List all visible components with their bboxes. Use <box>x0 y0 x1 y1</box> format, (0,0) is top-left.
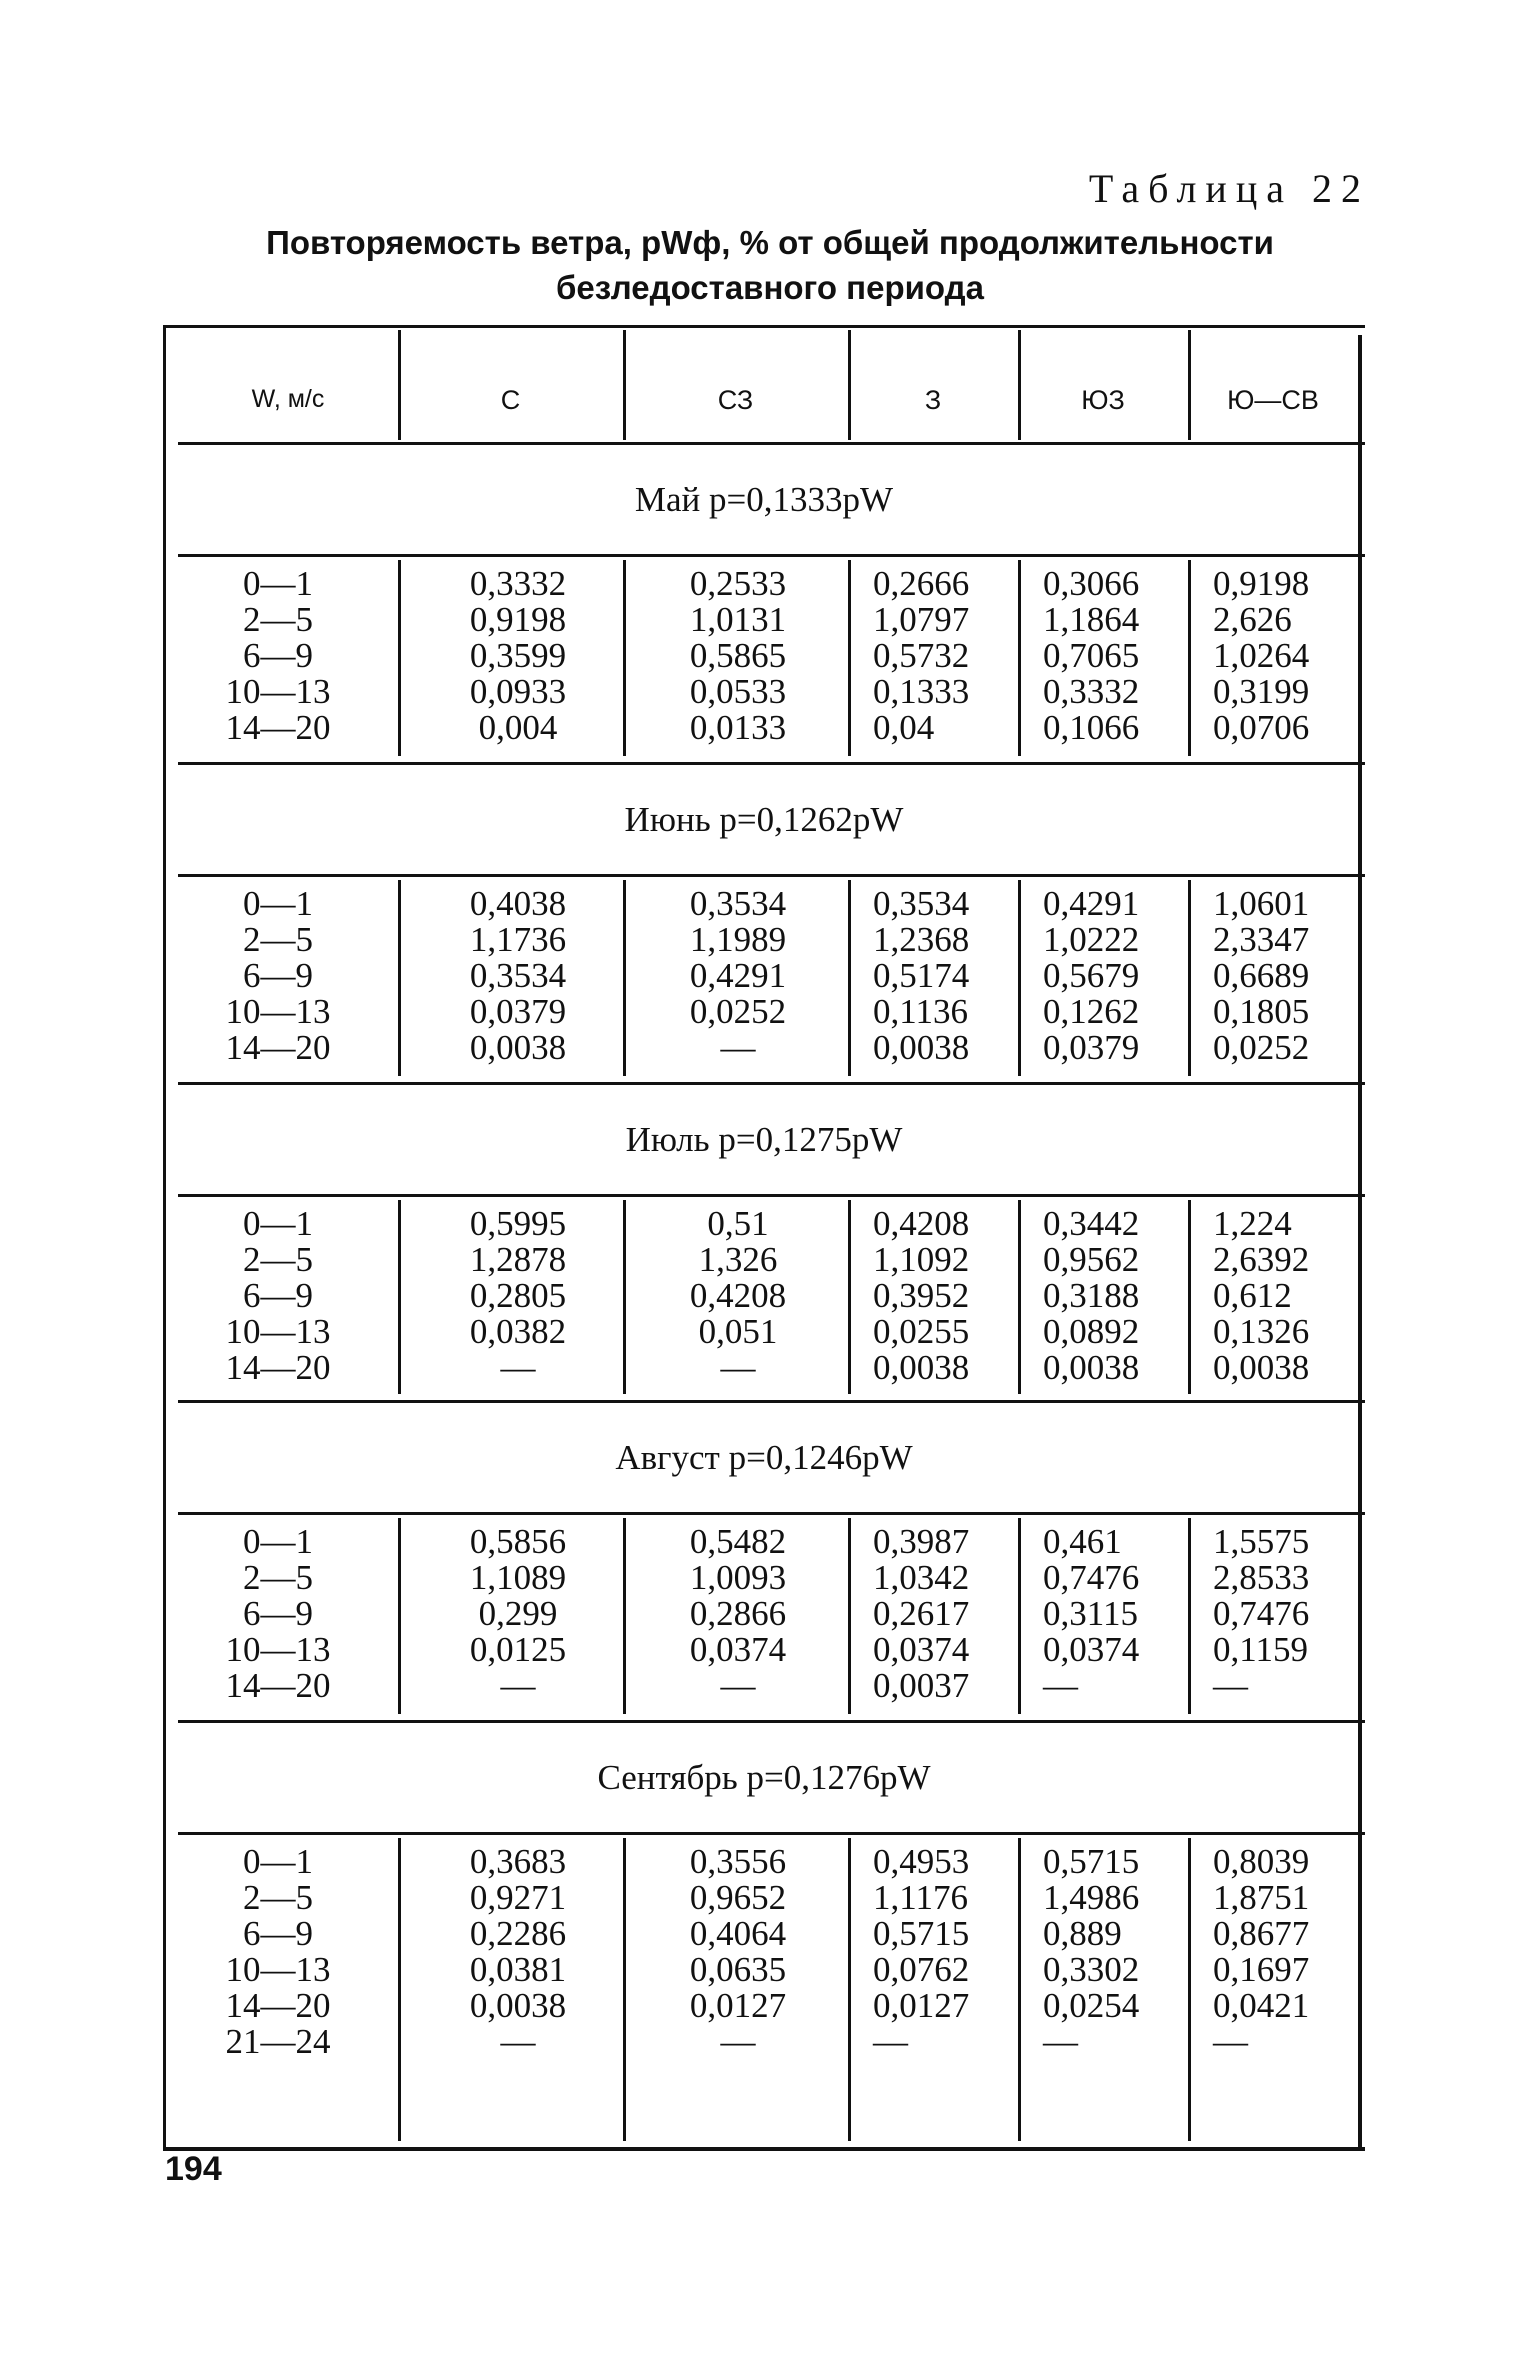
column-separator <box>398 880 401 1076</box>
west-cell: 0,5174 <box>873 956 970 995</box>
northwest-cell: 0,3534 <box>689 884 787 923</box>
south-northeast-cell: 0,6689 <box>1213 956 1310 995</box>
table-column <box>1213 1844 1353 2060</box>
north-cell: 0,0038 <box>469 1986 567 2025</box>
column-separator <box>1018 1838 1021 2141</box>
west-cell: 1,1176 <box>873 1878 968 1917</box>
north-cell: 1,1089 <box>469 1558 567 1597</box>
west-cell: 1,0797 <box>873 600 970 639</box>
west-cell: 1,0342 <box>873 1558 970 1597</box>
wind-speed-cell: 10—13 <box>225 672 331 711</box>
wind-speed-cell: 2—5 <box>243 920 313 959</box>
table-caption <box>240 220 1300 310</box>
column-separator <box>398 1200 401 1394</box>
south-northeast-cell: 1,8751 <box>1213 1878 1310 1917</box>
column-separator <box>1188 560 1191 756</box>
northwest-cell: 0,0252 <box>689 992 787 1031</box>
south-northeast-cell: 0,1326 <box>1213 1312 1310 1351</box>
wind-speed-cell: 6—9 <box>243 956 313 995</box>
southwest-cell: 0,3332 <box>1043 672 1140 711</box>
section-body-rule <box>178 874 1365 877</box>
column-separator <box>398 1838 401 2141</box>
table-number: Таблица 22 <box>1088 166 1370 211</box>
wind-speed-cell: 14—20 <box>225 1028 331 1067</box>
table-column <box>663 566 813 746</box>
page-number: 194 <box>165 2150 222 2188</box>
northwest-cell: 0,051 <box>698 1312 778 1351</box>
south-northeast-cell: 0,1159 <box>1213 1630 1308 1669</box>
southwest-cell: 0,1262 <box>1043 992 1140 1031</box>
northwest-cell: 0,0374 <box>689 1630 787 1669</box>
table-column <box>178 1206 378 1386</box>
west-cell: 1,2368 <box>873 920 970 959</box>
southwest-cell: 0,0038 <box>1043 1348 1140 1387</box>
south-northeast-cell: 1,0264 <box>1213 636 1310 675</box>
column-separator <box>1018 1200 1021 1394</box>
section-label: Сентябрь p=0,1276pW <box>597 1758 931 1797</box>
wind-speed-cell: 2—5 <box>243 1240 313 1279</box>
table-column <box>443 1844 593 2060</box>
north-cell: — <box>500 2022 536 2061</box>
column-separator <box>848 880 851 1076</box>
table-column <box>1213 566 1353 746</box>
table-column <box>1043 886 1183 1066</box>
north-cell: 0,2805 <box>469 1276 567 1315</box>
southwest-cell: 0,3302 <box>1043 1950 1140 1989</box>
southwest-cell: 0,0892 <box>1043 1312 1140 1351</box>
wind-speed-cell: 10—13 <box>225 1630 331 1669</box>
northwest-cell: — <box>720 2022 756 2061</box>
table-column <box>178 886 378 1066</box>
table-column <box>1043 1844 1183 2060</box>
southwest-cell: 0,889 <box>1043 1914 1122 1953</box>
north-cell: 0,004 <box>478 708 558 747</box>
west-cell: 0,3987 <box>873 1522 970 1561</box>
northwest-cell: 0,5865 <box>689 636 787 675</box>
section-label: Июль p=0,1275pW <box>625 1120 903 1159</box>
wind-speed-cell: 0—1 <box>243 884 313 923</box>
south-northeast-cell: — <box>1213 1666 1248 1705</box>
south-northeast-cell: 0,612 <box>1213 1276 1292 1315</box>
west-cell: 0,5732 <box>873 636 970 675</box>
north-cell: 0,4038 <box>469 884 567 923</box>
southwest-cell: 0,5715 <box>1043 1842 1140 1881</box>
wind-speed-cell: 10—13 <box>225 1312 331 1351</box>
column-separator <box>623 1518 626 1714</box>
wind-speed-cell: 0—1 <box>243 1842 313 1881</box>
wind-speed-cell: 0—1 <box>243 1204 313 1243</box>
column-separator <box>623 560 626 756</box>
column-separator <box>1018 880 1021 1076</box>
north-cell: 0,5995 <box>469 1204 567 1243</box>
table-right-border <box>1358 335 1362 2150</box>
table-column <box>663 1206 813 1386</box>
northwest-cell: 1,1989 <box>689 920 787 959</box>
table-column <box>873 566 1013 746</box>
northwest-cell: 0,0533 <box>689 672 787 711</box>
north-cell: 0,299 <box>478 1594 558 1633</box>
south-northeast-cell: 2,6392 <box>1213 1240 1310 1279</box>
header-southwest: ЮЗ <box>1081 385 1125 415</box>
section-body-rule <box>178 1194 1365 1197</box>
header-northwest: СЗ <box>717 385 754 415</box>
north-cell: 0,3332 <box>469 564 567 603</box>
southwest-cell: — <box>1043 2022 1078 2061</box>
table-column <box>1043 1206 1183 1386</box>
north-cell: 0,0381 <box>469 1950 567 1989</box>
south-northeast-cell: — <box>1213 2022 1248 2061</box>
column-separator <box>398 560 401 756</box>
north-cell: 0,3534 <box>469 956 567 995</box>
north-cell: 0,0125 <box>469 1630 567 1669</box>
wind-speed-cell: 14—20 <box>225 1348 331 1387</box>
section-divider-rule <box>178 762 1365 765</box>
west-cell: 0,0255 <box>873 1312 970 1351</box>
caption-line-2: безледоставного периода <box>556 269 984 306</box>
section-divider-rule <box>178 1082 1365 1085</box>
west-cell: 0,2617 <box>873 1594 970 1633</box>
west-cell: 0,04 <box>873 708 935 747</box>
section-body-rule <box>178 554 1365 557</box>
north-cell: 0,0038 <box>469 1028 567 1067</box>
north-cell: 0,2286 <box>469 1914 567 1953</box>
northwest-cell: 1,0131 <box>689 600 787 639</box>
north-cell: 1,2878 <box>469 1240 567 1279</box>
northwest-cell: 0,0127 <box>689 1986 787 2025</box>
southwest-cell: — <box>1043 1666 1078 1705</box>
section-body-rule <box>178 1832 1365 1835</box>
south-northeast-cell: 0,0038 <box>1213 1348 1310 1387</box>
southwest-cell: 0,9562 <box>1043 1240 1140 1279</box>
wind-speed-cell: 2—5 <box>243 1878 313 1917</box>
table-column <box>873 886 1013 1066</box>
section-label: Июнь p=0,1262pW <box>624 800 904 839</box>
west-cell: 0,4208 <box>873 1204 970 1243</box>
table-column <box>1043 566 1183 746</box>
column-separator <box>623 880 626 1076</box>
table-header-row <box>163 325 1365 442</box>
south-northeast-cell: 0,8677 <box>1213 1914 1310 1953</box>
table-column <box>873 1524 1013 1704</box>
wind-speed-cell: 6—9 <box>243 1276 313 1315</box>
wind-speed-cell: 0—1 <box>243 1522 313 1561</box>
north-cell: 1,1736 <box>469 920 567 959</box>
section-label: Август p=0,1246pW <box>615 1438 913 1477</box>
north-cell: — <box>500 1666 536 1705</box>
west-cell: 0,2666 <box>873 564 970 603</box>
caption-line-1: Повторяемость ветра, pWф, % от общей продолжительности <box>266 224 1274 261</box>
table-column <box>443 1206 593 1386</box>
header-column-separator <box>623 330 626 440</box>
column-separator <box>1188 1518 1191 1714</box>
southwest-cell: 0,3115 <box>1043 1594 1138 1633</box>
southwest-cell: 1,1864 <box>1043 600 1140 639</box>
northwest-cell: 0,3556 <box>689 1842 787 1881</box>
southwest-cell: 0,3066 <box>1043 564 1140 603</box>
column-separator <box>848 1838 851 2141</box>
south-northeast-cell: 2,8533 <box>1213 1558 1310 1597</box>
south-northeast-cell: 0,8039 <box>1213 1842 1310 1881</box>
wind-speed-cell: 21—24 <box>225 2022 331 2061</box>
south-northeast-cell: 2,3347 <box>1213 920 1310 959</box>
header-column-separator <box>1018 330 1021 440</box>
table-column <box>443 566 593 746</box>
northwest-cell: — <box>720 1028 756 1067</box>
south-northeast-cell: 0,1697 <box>1213 1950 1310 1989</box>
south-northeast-cell: 0,9198 <box>1213 564 1310 603</box>
table-column <box>1213 1524 1353 1704</box>
column-separator <box>623 1200 626 1394</box>
southwest-cell: 1,0222 <box>1043 920 1140 959</box>
wind-frequency-table <box>163 325 1365 2150</box>
section-body-rule <box>178 1512 1365 1515</box>
table-column <box>663 886 813 1066</box>
northwest-cell: 0,2866 <box>689 1594 787 1633</box>
header-north: С <box>500 385 521 415</box>
southwest-cell: 0,7476 <box>1043 1558 1140 1597</box>
wind-speed-cell: 2—5 <box>243 1558 313 1597</box>
north-cell: 0,5856 <box>469 1522 567 1561</box>
northwest-cell: 0,0635 <box>689 1950 787 1989</box>
table-column <box>443 886 593 1066</box>
column-separator <box>1018 1518 1021 1714</box>
wind-speed-cell: 6—9 <box>243 636 313 675</box>
southwest-cell: 0,4291 <box>1043 884 1140 923</box>
wind-speed-cell: 6—9 <box>243 1914 313 1953</box>
column-separator <box>1188 880 1191 1076</box>
northwest-cell: 0,0133 <box>689 708 787 747</box>
north-cell: 0,9271 <box>469 1878 567 1917</box>
column-separator <box>1188 1838 1191 2141</box>
southwest-cell: 1,4986 <box>1043 1878 1140 1917</box>
south-northeast-cell: 0,1805 <box>1213 992 1310 1031</box>
table-column <box>663 1844 813 2060</box>
northwest-cell: 1,326 <box>698 1240 778 1279</box>
north-cell: 0,0379 <box>469 992 567 1031</box>
northwest-cell: 0,2533 <box>689 564 787 603</box>
north-cell: — <box>500 1348 536 1387</box>
column-separator <box>848 1518 851 1714</box>
northwest-cell: 0,4064 <box>689 1914 787 1953</box>
south-northeast-cell: 0,7476 <box>1213 1594 1310 1633</box>
header-wind-speed: W, м/с <box>251 385 325 413</box>
west-cell: — <box>873 2022 908 2061</box>
wind-speed-cell: 14—20 <box>225 708 331 747</box>
section-divider-rule <box>178 1720 1365 1723</box>
table-bottom-rule <box>163 2147 1365 2151</box>
south-northeast-cell: 0,3199 <box>1213 672 1310 711</box>
wind-speed-cell: 10—13 <box>225 992 331 1031</box>
southwest-cell: 0,1066 <box>1043 708 1140 747</box>
northwest-cell: 1,0093 <box>689 1558 787 1597</box>
northwest-cell: 0,4208 <box>689 1276 787 1315</box>
west-cell: 0,0037 <box>873 1666 970 1705</box>
northwest-cell: — <box>720 1666 756 1705</box>
header-west: З <box>924 385 942 415</box>
south-northeast-cell: 2,626 <box>1213 600 1292 639</box>
northwest-cell: 0,4291 <box>689 956 787 995</box>
west-cell: 0,0038 <box>873 1348 970 1387</box>
column-separator <box>398 1518 401 1714</box>
south-northeast-cell: 1,0601 <box>1213 884 1310 923</box>
west-cell: 0,4953 <box>873 1842 970 1881</box>
south-northeast-cell: 0,0706 <box>1213 708 1310 747</box>
west-cell: 0,0374 <box>873 1630 970 1669</box>
table-left-border <box>163 325 166 2150</box>
table-column <box>1213 1206 1353 1386</box>
southwest-cell: 0,0379 <box>1043 1028 1140 1067</box>
section-divider-rule <box>178 442 1365 445</box>
table-column <box>443 1524 593 1704</box>
west-cell: 0,1136 <box>873 992 968 1031</box>
northwest-cell: — <box>720 1348 756 1387</box>
header-column-separator <box>398 330 401 440</box>
table-column <box>1043 1524 1183 1704</box>
section-divider-rule <box>178 1400 1365 1403</box>
southwest-cell: 0,0374 <box>1043 1630 1140 1669</box>
wind-speed-cell: 0—1 <box>243 564 313 603</box>
southwest-cell: 0,3188 <box>1043 1276 1140 1315</box>
table-column <box>178 1844 378 2060</box>
south-northeast-cell: 1,5575 <box>1213 1522 1310 1561</box>
north-cell: 0,3683 <box>469 1842 567 1881</box>
column-separator <box>1188 1200 1191 1394</box>
north-cell: 0,3599 <box>469 636 567 675</box>
northwest-cell: 0,5482 <box>689 1522 787 1561</box>
table-column <box>178 566 378 746</box>
south-northeast-cell: 0,0252 <box>1213 1028 1310 1067</box>
wind-speed-cell: 6—9 <box>243 1594 313 1633</box>
west-cell: 0,1333 <box>873 672 970 711</box>
table-column <box>873 1206 1013 1386</box>
column-separator <box>1018 560 1021 756</box>
south-northeast-cell: 1,224 <box>1213 1204 1292 1243</box>
west-cell: 0,0127 <box>873 1986 970 2025</box>
west-cell: 0,3952 <box>873 1276 970 1315</box>
table-column <box>873 1844 1013 2060</box>
west-cell: 0,3534 <box>873 884 970 923</box>
southwest-cell: 0,3442 <box>1043 1204 1140 1243</box>
wind-speed-cell: 14—20 <box>225 1986 331 2025</box>
header-south-northeast: Ю—СВ <box>1227 385 1319 415</box>
north-cell: 0,9198 <box>469 600 567 639</box>
southwest-cell: 0,7065 <box>1043 636 1140 675</box>
west-cell: 0,0038 <box>873 1028 970 1067</box>
table-column <box>178 1524 378 1704</box>
west-cell: 0,0762 <box>873 1950 970 1989</box>
column-separator <box>623 1838 626 2141</box>
north-cell: 0,0382 <box>469 1312 567 1351</box>
southwest-cell: 0,0254 <box>1043 1986 1140 2025</box>
west-cell: 0,5715 <box>873 1914 970 1953</box>
header-column-separator <box>848 330 851 440</box>
southwest-cell: 0,461 <box>1043 1522 1122 1561</box>
wind-speed-cell: 14—20 <box>225 1666 331 1705</box>
northwest-cell: 0,9652 <box>689 1878 787 1917</box>
column-separator <box>848 560 851 756</box>
west-cell: 1,1092 <box>873 1240 970 1279</box>
south-northeast-cell: 0,0421 <box>1213 1986 1310 2025</box>
table-column <box>1213 886 1353 1066</box>
section-label: Май p=0,1333pW <box>634 480 894 519</box>
southwest-cell: 0,5679 <box>1043 956 1140 995</box>
table-column <box>663 1524 813 1704</box>
wind-speed-cell: 2—5 <box>243 600 313 639</box>
wind-speed-cell: 10—13 <box>225 1950 331 1989</box>
northwest-cell: 0,51 <box>707 1204 769 1243</box>
header-column-separator <box>1188 330 1191 440</box>
column-separator <box>848 1200 851 1394</box>
north-cell: 0,0933 <box>469 672 567 711</box>
